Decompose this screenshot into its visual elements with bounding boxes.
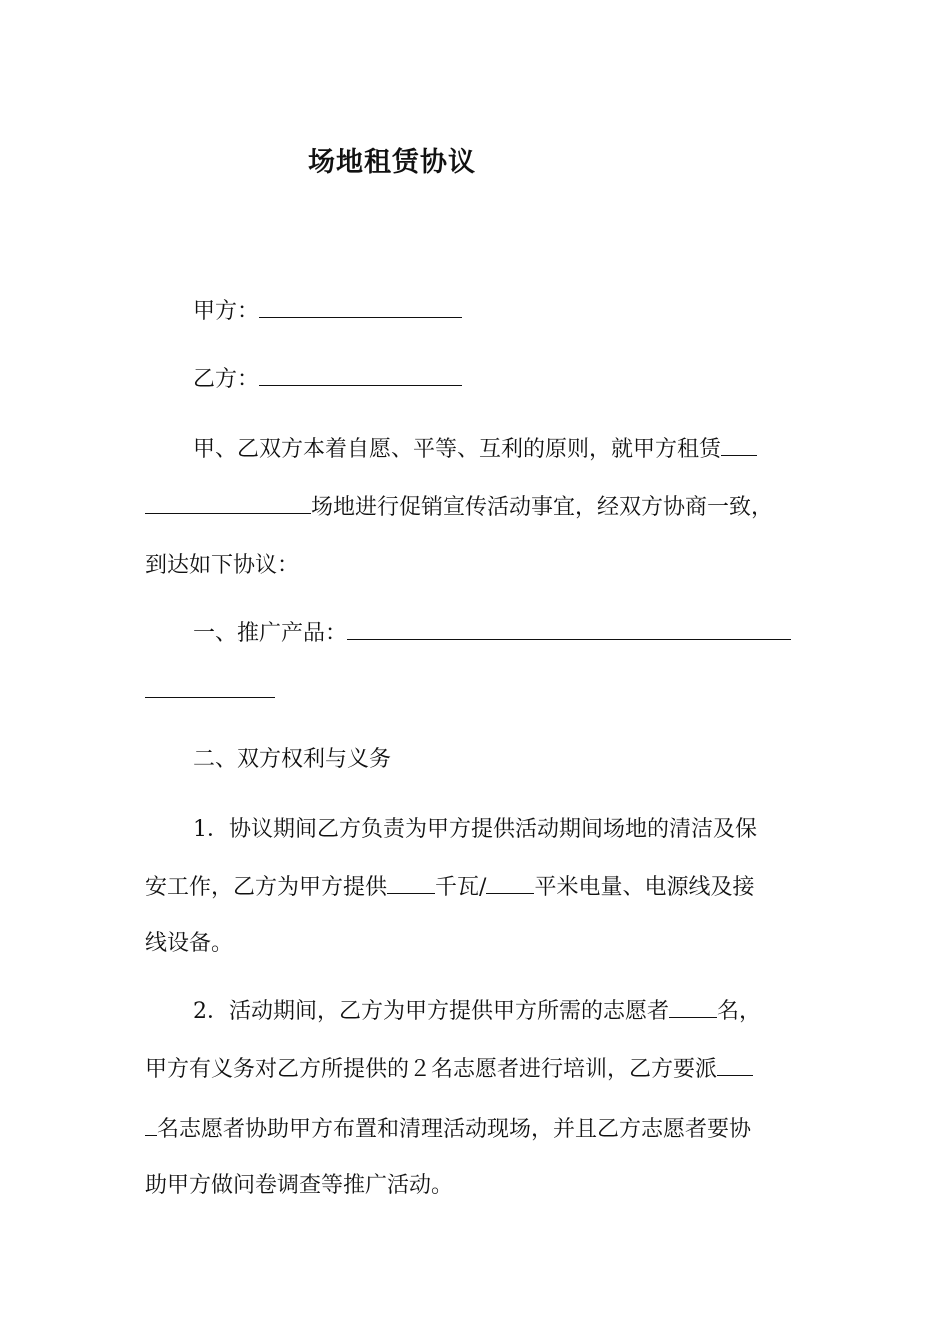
item-1-line-1 [193, 816, 757, 844]
product-blank-1 [347, 621, 791, 640]
intro-text-3: 到达如下协议： [145, 553, 300, 578]
item-2-line-3 [145, 1116, 751, 1144]
item-1-line-2 [145, 874, 754, 902]
party-a-blank [259, 299, 462, 318]
intro-line-1 [193, 436, 757, 464]
intro-text-2: 场地进行促销宣传活动事宜，经双方协商一致， [311, 495, 774, 520]
dispatch-count-blank-1 [717, 1057, 753, 1076]
section-1-continuation [145, 678, 275, 706]
intro-line-3 [145, 552, 299, 580]
item-2-text-3: 名志愿者协助甲方布置和清理活动现场，并且乙方志愿者要协 [157, 1117, 752, 1142]
volunteer-count-blank [669, 999, 717, 1018]
item-1-text-1: 1．协议期间乙方负责为甲方提供活动期间场地的清洁及保 [193, 817, 757, 842]
party-a-label: 甲方： [193, 299, 260, 324]
item-2-text-2: 甲方有义务对乙方所提供的２名志愿者进行培训，乙方要派 [145, 1057, 718, 1082]
item-1-text-3: 线设备。 [145, 931, 234, 956]
item-2-text-1a: 2．活动期间，乙方为甲方提供甲方所需的志愿者 [193, 999, 669, 1024]
item-2-line-4 [145, 1172, 453, 1200]
dispatch-count-blank-2 [145, 1117, 157, 1136]
intro-text-1: 甲、乙双方本着自愿、平等、互利的原则，就甲方租赁 [193, 437, 722, 462]
section-1-label: 一、推广产品： [193, 621, 348, 646]
party-b-label: 乙方： [193, 367, 260, 392]
kilowatt-blank [387, 875, 435, 894]
item-1-text-2b: 千瓦/ [435, 875, 487, 900]
venue-blank-2 [145, 495, 311, 514]
venue-blank-1 [721, 437, 757, 456]
party-a-line [193, 298, 462, 326]
party-b-line [193, 366, 462, 394]
section-1-line [193, 620, 791, 648]
square-meter-blank [486, 875, 534, 894]
section-2-title: 二、双方权利与义务 [193, 747, 392, 772]
product-blank-2 [145, 679, 275, 698]
item-2-line-2 [145, 1056, 753, 1084]
item-1-line-3 [145, 930, 233, 958]
intro-line-2 [145, 494, 773, 522]
item-1-text-2a: 安工作，乙方为甲方提供 [145, 875, 388, 900]
document-title: 场地租赁协议 [308, 147, 476, 178]
item-2-text-4: 助甲方做问卷调查等推广活动。 [145, 1173, 454, 1198]
item-2-line-1 [193, 998, 761, 1026]
party-b-blank [259, 367, 462, 386]
item-1-text-2c: 平米电量、电源线及接 [534, 875, 755, 900]
item-2-text-1b: 名， [717, 999, 762, 1024]
